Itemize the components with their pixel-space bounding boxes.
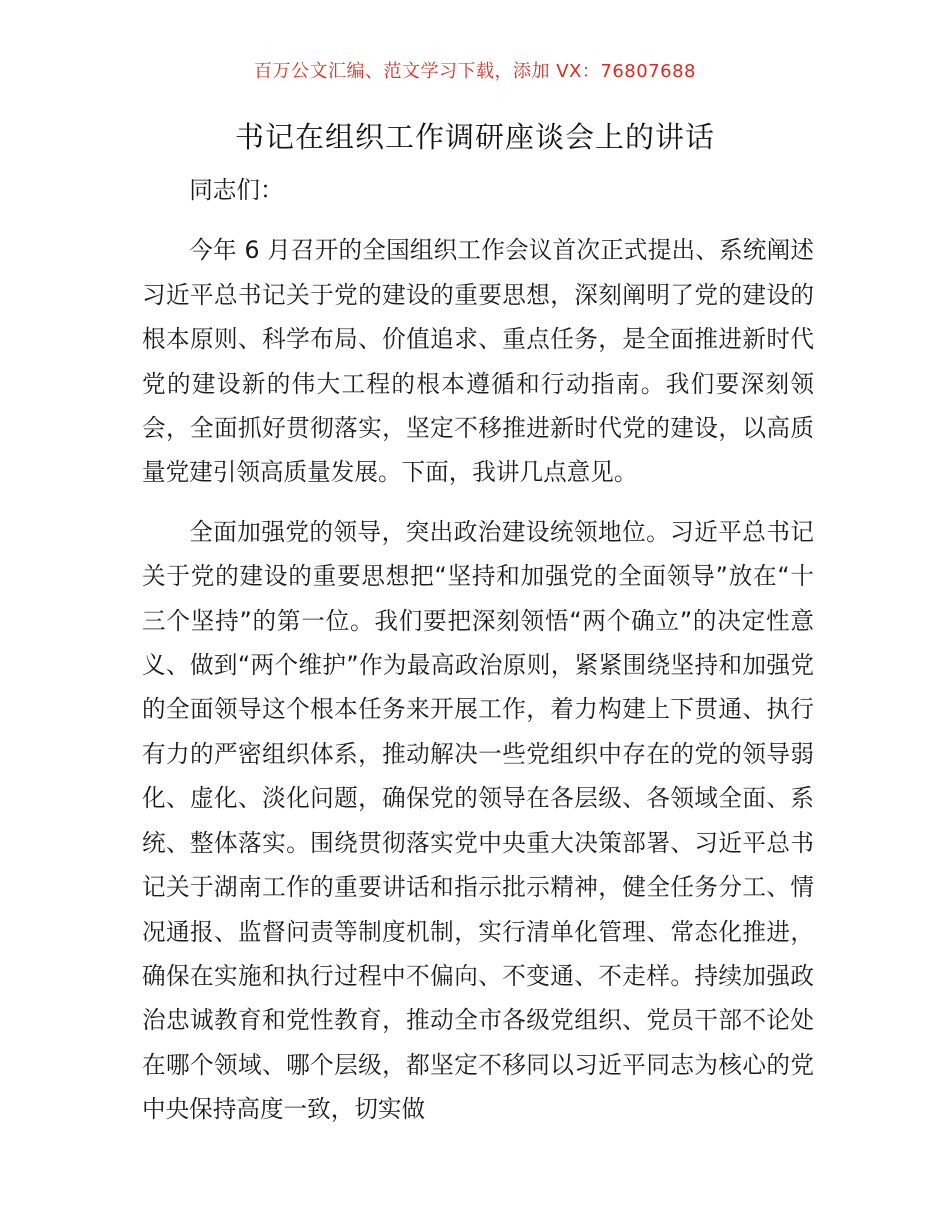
paragraph-intro: 今年 6 月召开的全国组织工作会议首次正式提出、系统阐述习近平总书记关于党的建设的重要思想，深刻阐明了党的建设的根本原则、科学布局、价值追求、重点任务，是全面推进新时代党的建设新的伟大工程的根本遵循和行动指南。我们要深刻领会，全面抓好贯彻落实，坚定不移推进新时代党的建设，以高质量党建引领高质量发展。下面，我讲几点意见。 (142, 236, 814, 487)
salutation: 同志们： (189, 176, 284, 204)
paragraph-party-leadership: 全面加强党的领导，突出政治建设统领地位。习近平总书记关于党的建设的重要思想把“坚持和加强党的全面领导”放在“十三个坚持”的第一位。我们要把深刻领悟“两个确立”的决定性意义、做到“两个维护”作为最高政治原则，紧紧围绕坚持和加强党的全面领导这个根本任务来开展工作，着力构建上下贯通、执行有力的严密组织体系，推动解决一些党组织中存在的党的领导弱化、虚化、淡化问题，确保党的领导在各层级、各领域全面、系统、整体落实。围绕贯彻落实党中央重大决策部署、习近平总书记关于湖南工作的重要讲话和指示批示精神，健全任务分工、情况通报、监督问责等制度机制，实行清单化管理、常态化推进，确保在实施和执行过程中不偏向、不变通、不走样。持续加强政治忠诚教育和党性教育，推动全市各级党组织、党员干部不论处在哪个领域、哪个层级，都坚定不移同以习近平同志为核心的党中央保持高度一致，切实做 (142, 517, 814, 1124)
document-body (142, 168, 814, 1147)
watermark-header: 百万公文汇编、范文学习下载，添加 VX：76807688 (254, 61, 696, 82)
document-title: 书记在组织工作调研座谈会上的讲话 (234, 120, 715, 154)
